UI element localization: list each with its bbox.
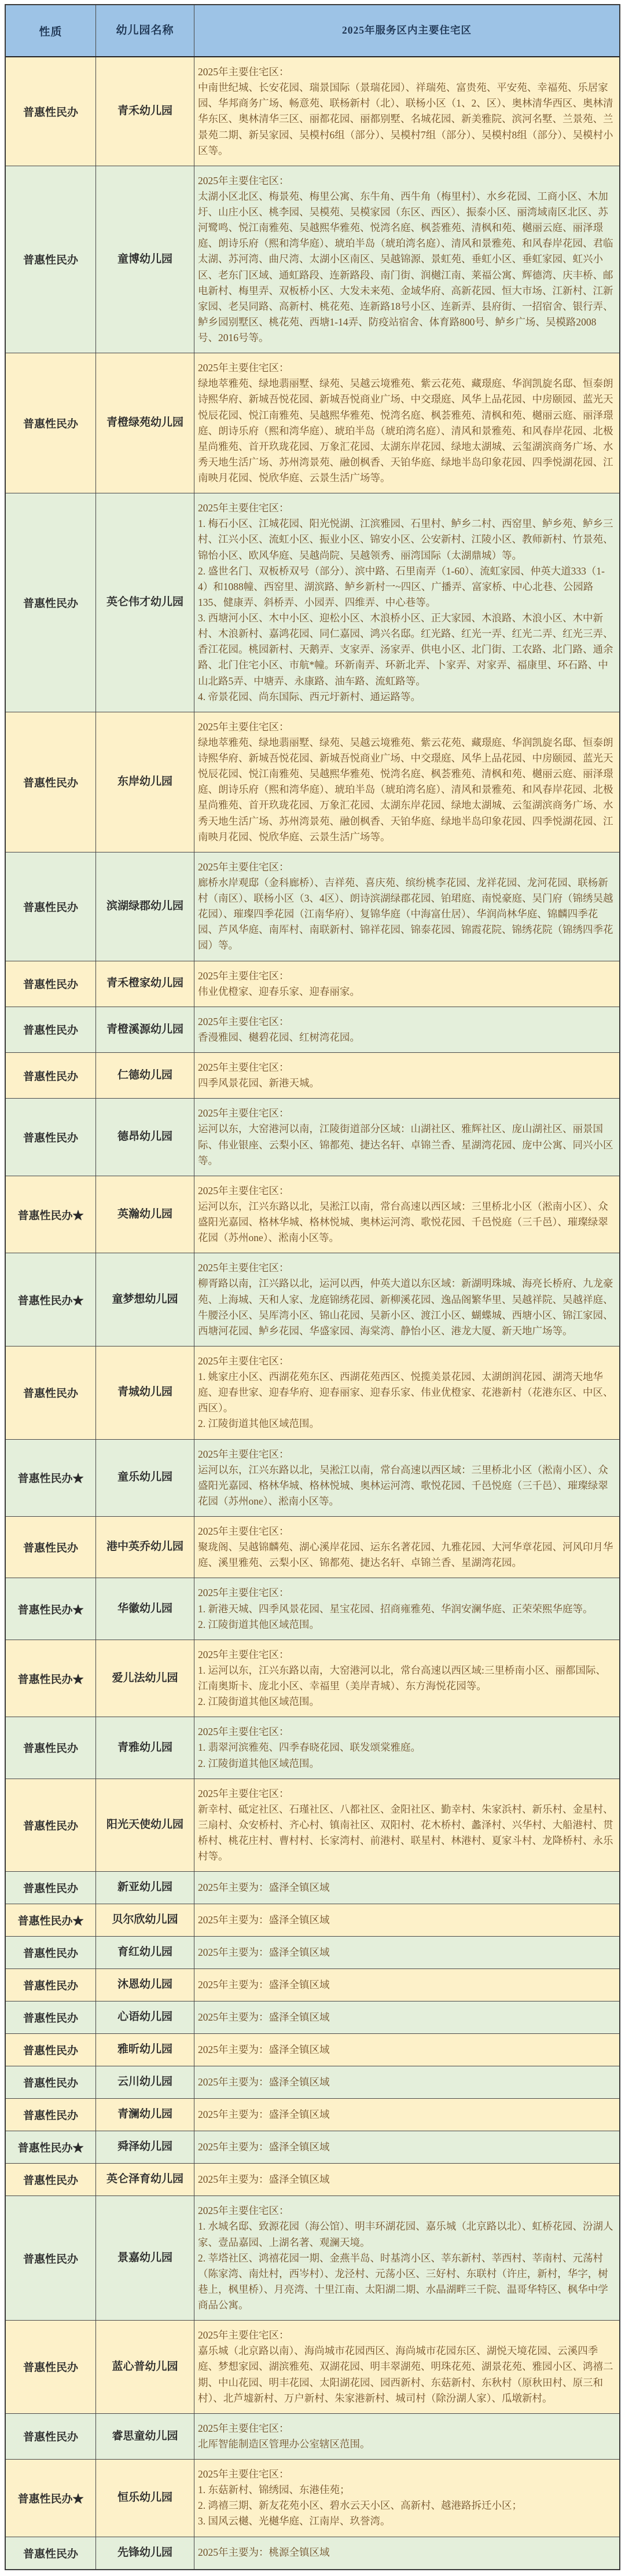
kindergarten-name: 青橙溪源幼儿园 [96,1007,194,1052]
table-row [6,1936,619,1968]
kindergarten-name: 仁德幼儿园 [96,1053,194,1098]
service-area-line: 北厍智能制造区管理办公室辖区范围。 [198,2438,370,2450]
kindergarten-name: 青城幼儿园 [96,1346,194,1439]
service-area-line: 2025年主要住宅区： [198,66,289,78]
service-area-line: 2025年主要为：盛泽全镇区域 [198,2109,330,2121]
kindergarten-name: 沐恩幼儿园 [96,1969,194,2001]
table-row [6,1007,619,1052]
kindergarten-name: 阳光天使幼儿园 [96,1779,194,1872]
service-area-text [194,2164,619,2196]
service-area-line: 绿地萃雅苑、绿地翡丽墅、绿苑、吴越云境雅苑、紫云花苑、藏璟庭、华润凯旋名邸、恒泰朗诗熙华府、新城吾悦花园、新城吾悦商业广场、中交璟庭、风华上品花园、中房颐园、蓝光天悦辰花园、悦江南雅苑、吴越熙华雅苑、悦湾名庭、枫荟雅苑、清枫和苑、樾丽云庭、丽泽璟庭、朗诗乐府（熙和湾华庭）、琥珀半岛（琥珀湾名庭）、清风和景雅苑、和风春岸花园、北极星尚雅苑、首开玖珑花园、万象汇花园、太湖东岸花园、绿地太湖城、云玺湖滨商务广场、水秀天地生活广场、苏州湾景苑、融创枫香、天铂华庭、绿地半岛印象花园、四季悦湖花园、江南映月花园、悦欣华庭、云景生活广场等。 [198,736,613,843]
service-area-line: 2025年主要住宅区： [198,861,289,873]
kindergarten-type: 普惠性民办 [6,1872,96,1904]
service-area-text [194,1937,619,1968]
kindergarten-type: 普惠性民办 [6,1346,96,1439]
kindergarten-type: 普惠性民办 [6,961,96,1007]
kindergarten-type: 普惠性民办 [6,2537,96,2569]
service-area-text [194,1346,619,1439]
service-area-line: 2025年主要住宅区： [198,1184,289,1196]
service-area-line: 运河以东，大窑港河以南，江陵街道部分区域：山湖社区、雅辉社区、庞山湖社区、丽景国际、伟业银座、云梨小区、锦都苑、捷达名轩、卓锦兰香、星湖湾花园、庞中公寓、同兴小区等。 [198,1123,613,1166]
service-area-text [194,1440,619,1517]
service-area-line: 2025年主要住宅区： [198,174,289,186]
table-row [6,961,619,1007]
table-row [6,1253,619,1346]
service-area-line: 2. 莘塔社区、鸿禧花园一期、金燕半岛、时基湾小区、莘东新村、莘西村、莘南村、元荡村（陈家湾、南灶村，西岑村）、龙泾村、元荡小区、三好村、东联村（许庄，新村，华字，树巷上，枫里桥）、月亮湾、十里江南、太阳湖二期、水晶湖畔三千院、温哥华特区、枫华中学商品公寓。 [198,2252,608,2311]
table-row [6,1871,619,1904]
table-row [6,2131,619,2163]
kindergarten-name: 童乐幼儿园 [96,1440,194,1517]
kindergarten-name: 睿思童幼儿园 [96,2414,194,2459]
kindergarten-name: 英仑泽育幼儿园 [96,2164,194,2196]
service-area-line: 2025年主要为：盛泽全镇区域 [198,1979,330,1991]
kindergarten-type: 普惠性民办 [6,2164,96,2196]
service-area-line: 伟业优橙家、迎春乐家、迎春丽家。 [198,985,360,997]
kindergarten-name: 爱儿法幼儿园 [96,1640,194,1717]
kindergarten-service-area-table [5,4,620,2570]
kindergarten-name: 恒乐幼儿园 [96,2460,194,2537]
service-area-line: 2025年主要住宅区： [198,1015,289,1027]
table-row [6,1904,619,1936]
service-area-line: 1. 东菇新村、锦绣园、东港佳苑； [198,2484,350,2496]
service-area-text [194,712,619,852]
kindergarten-type: 普惠性民办 [6,1937,96,1968]
kindergarten-type: 普惠性民办 [6,1517,96,1578]
kindergarten-type: 普惠性民办 [6,1053,96,1098]
kindergarten-name: 英仑伟才幼儿园 [96,493,194,712]
table-row [6,2459,619,2537]
kindergarten-name: 先锋幼儿园 [96,2537,194,2569]
service-area-text [194,493,619,712]
table-row [6,852,619,961]
table-row [6,1346,619,1439]
service-area-line: 3. 国风云樾、光樾华庭、江南岸、玖誉湾。 [198,2515,391,2527]
service-area-line: 太湖小区北区、梅景苑、梅里公寓、东牛角、西牛角（梅里村）、水乡花园、工商小区、木加圩、山庄小区、桃李园、吴模苑、吴模家园（东区、西区）、振泰小区、丽湾域南区北区、苏河鹭鸣、悦江南雅苑、吴越熙华雅苑、悦湾名庭、枫荟雅苑、清枫和苑、樾丽云庭、丽泽璟庭、朗诗乐府（熙和湾华庭）、琥珀半岛（琥珀湾名庭）、清风和景雅苑、和风春岸花园、君临太湖、苏河湾、曲尺湾、太湖小区南区、吴越锦源、景虹苑、垂虹小区、垂虹家园、虹兴小区、老东门区域、通虹路段、连新路段、南门街、润樾江南、莱福公寓、辉德湾、庆丰桥、邮电新村、梅里弄、双板桥小区、大发未来苑、金域华府、高新花园、恒大市场、江新村、江新家园、老吴同路、高新村、桃花苑、连新路18号小区、连新弄、县府街、一招宿舍、银行弄、鲈乡园别墅区、桃花苑、西塘1-14弄、防疫站宿舍、体育路800号、鲈乡广场、吴模路2008号、2016号等。 [198,190,613,343]
service-area-line: 2. 江陵街道其他区域范围。 [198,1757,319,1769]
service-area-text [194,2321,619,2413]
service-area-line: 1. 运河以东，江兴东路以南，大窑港河以北，常台高速以西区域:三里桥南小区、丽都国际、江南奥斯卡、庞北小区、幸福里（美岸青城）、东方海悦花园等。 [198,1664,606,1692]
service-area-line: 嘉乐城（北京路以南）、海尚城市花园西区、海尚城市花园东区、湖悦天境花园、云溪四季庭、梦想家园、湖滨雅苑、双湖花园、明丰翠湖苑、明珠花苑、湖景花苑、雅园小区、鸿禧二期、中山花园、明丰花园、太阳湖花园、园西新村、东菇新村、东秋村（原秋田村、原三和村）、北芦墟新村、万户新村、朱家港新村、城司村（除汾湖人家）、瓜墩新村。 [198,2345,613,2404]
kindergarten-name: 舜泽幼儿园 [96,2131,194,2163]
service-area-text [194,2414,619,2459]
kindergarten-type: 普惠性民办 [6,2001,96,2033]
service-area-line: 运河以东，江兴东路以北，吴淞江以南，常台高速以西区域：三里桥北小区（淞南小区）、众盛阳光嘉园、格林华城、格林悦城、奥林运河湾、歌悦花园、千邑悦庭（三千邑）、璀璨绿翠花园（苏州one）、淞南小区等。 [198,1463,608,1507]
service-area-line: 2025年主要为：盛泽全镇区域 [198,2076,330,2088]
kindergarten-type: 普惠性民办★ [6,2131,96,2163]
kindergarten-name: 云川幼儿园 [96,2066,194,2098]
kindergarten-name: 港中英乔幼儿园 [96,1517,194,1578]
table-row [6,1640,619,1717]
kindergarten-name: 新亚幼儿园 [96,1872,194,1904]
service-area-line: 2. 江陵街道其他区域范围。 [198,1418,319,1430]
service-area-line: 2025年主要住宅区： [198,1726,289,1738]
service-area-line: 绿地萃雅苑、绿地翡丽墅、绿苑、吴越云境雅苑、紫云花苑、藏璟庭、华润凯旋名邸、恒泰朗诗熙华府、新城吾悦花园、新城吾悦商业广场、中交璟庭、风华上品花园、中房颐园、蓝光天悦辰花园、悦江南雅苑、吴越熙华雅苑、悦湾名庭、枫荟雅苑、清枫和苑、樾丽云庭、丽泽璟庭、朗诗乐府（熙和湾华庭）、琥珀半岛（琥珀湾名庭）、清风和景雅苑、和风春岸花园、北极星尚雅苑、首开玖珑花园、万象汇花园、太湖东岸花园、绿地太湖城、云玺湖滨商务广场、水秀天地生活广场、苏州湾景苑、融创枫香、天铂华庭、绿地半岛印象花园、四季悦湖花园、江南映月花园、悦欣华庭、云景生活广场等。 [198,378,613,484]
service-area-line: 2025年主要住宅区： [198,1448,289,1460]
service-area-text [194,353,619,493]
kindergarten-name: 童博幼儿园 [96,166,194,353]
service-area-line: 运河以东，江兴东路以北，吴淞江以南，常台高速以西区域：三里桥北小区（淞南小区）、众盛阳光嘉园、格林华城、格林悦城、奥林运河湾、歌悦花园、千邑悦庭（三千邑）、璀璨绿翠花园（苏州one）、淞南小区等。 [198,1200,608,1244]
kindergarten-type: 普惠性民办 [6,712,96,852]
service-area-text [194,2099,619,2131]
service-area-text [194,2034,619,2066]
kindergarten-name: 青澜幼儿园 [96,2099,194,2131]
table-row [6,1516,619,1578]
kindergarten-type: 普惠性民办★ [6,1904,96,1936]
service-area-line: 2025年主要住宅区： [198,1062,289,1073]
kindergarten-name: 德昂幼儿园 [96,1099,194,1176]
kindergarten-name: 滨湖绿郡幼儿园 [96,852,194,961]
kindergarten-type: 普惠性民办★ [6,2460,96,2537]
table-row [6,2066,619,2098]
service-area-line: 2025年主要住宅区： [198,1787,289,1799]
kindergarten-name: 英瀚幼儿园 [96,1176,194,1253]
service-area-line: 2025年主要住宅区： [198,2422,289,2434]
service-area-text [194,1253,619,1346]
service-area-text [194,2460,619,2537]
service-area-line: 2025年主要住宅区： [198,2468,289,2480]
service-area-line: 2025年主要为：盛泽全镇区域 [198,2011,330,2024]
service-area-text [194,2066,619,2098]
table-header-row [6,5,619,57]
service-area-text [194,1969,619,2001]
service-area-text [194,2196,619,2320]
kindergarten-type: 普惠性民办 [6,2034,96,2066]
service-area-text [194,2001,619,2033]
service-area-line: 2025年主要住宅区： [198,1107,289,1119]
table-row [6,1968,619,2001]
service-area-text [194,1176,619,1253]
kindergarten-type: 普惠性民办 [6,57,96,166]
service-area-line: 2. 鸿禧三期、新友花苑小区、碧水云天小区、高新村、越港路拆迁小区； [198,2500,522,2512]
service-area-line: 2025年主要住宅区： [198,1355,289,1367]
kindergarten-name: 东岸幼儿园 [96,712,194,852]
table-row [6,493,619,712]
service-area-line: 2025年主要为：盛泽全镇区域 [198,2174,330,2186]
service-area-line: 2. 江陵街道其他区域范围。 [198,1696,319,1708]
table-row [6,2413,619,2459]
service-area-text [194,1779,619,1872]
kindergarten-type: 普惠性民办 [6,852,96,961]
service-area-line: 中南世纪城、长安花园、瑞景国际（景瑞花园）、祥瑞苑、富贵苑、平安苑、幸福苑、乐居家园、华邦商务广场、畅意苑、联杨新村（北）、联杨小区（1、2、区）、奥林清华西区、奥林清华东区、奥林清华三区、丽都花园、丽都别墅、名城花园、新美雅院、滨河名墅、兰景苑、兰景苑二期、新吴家园、吴模村6组（部分）、吴模村7组（部分）、吴模村8组（部分）、吴模村小区等。 [198,82,613,156]
service-area-line: 2025年主要为：盛泽全镇区域 [198,2044,330,2056]
service-area-line: 新幸村、砥定社区、石瑾社区、八都社区、金阳社区、勤幸村、朱家浜村、新乐村、金星村、三扇村、众安桥村、齐心村、镇南社区、双阳村、花木桥村、蠡泽村、兴华村、大船港村、贯桥村、桃花庄村、曹村村、长家湾村、前港村、联星村、林港村、夏家斗村、龙降桥村、永乐村等。 [198,1803,613,1863]
service-area-text [194,57,619,166]
service-area-line: 2025年主要住宅区： [198,969,289,982]
service-area-text [194,1717,619,1778]
kindergarten-type: 普惠性民办 [6,353,96,493]
kindergarten-name: 心语幼儿园 [96,2001,194,2033]
kindergarten-name: 童梦想幼儿园 [96,1253,194,1346]
kindergarten-type: 普惠性民办★ [6,1640,96,1717]
kindergarten-type: 普惠性民办 [6,1717,96,1778]
kindergarten-type: 普惠性民办 [6,1779,96,1872]
kindergarten-type: 普惠性民办★ [6,1253,96,1346]
service-area-line: 3. 西塘河小区、木中小区、迎松小区、木浪桥小区、正大家园、木浪路、木浪小区、木中新村、木浪新村、嘉鸿花园、同仁嘉园、鸿兴名邸。红光路、红光一弄、红光二弄、红光三弄、香江花园。桃园新村、天鹅弄、支家弄、汤家弄、供电小区、北门街、工农路、北门路、通余路、北门住宅小区、市航*幢。环新南弄、环新北弄、卜家弄、对家弄、福康里、环石路、中山北路5弄、中塘弄、永康路、油车路、流虹路等。 [198,612,613,687]
table-row [6,166,619,353]
service-area-line: 2025年主要住宅区： [198,1648,289,1660]
table-row [6,1176,619,1253]
service-area-text [194,1517,619,1578]
kindergarten-name: 青雅幼儿园 [96,1717,194,1778]
table-row [6,2163,619,2196]
header-kindergarten-name: 幼儿园名称 [96,5,194,56]
service-area-line: 2025年主要为：桃源全镇区域 [198,2546,330,2559]
kindergarten-name: 育红幼儿园 [96,1937,194,1968]
table-row [6,57,619,166]
kindergarten-name: 青禾橙家幼儿园 [96,961,194,1007]
kindergarten-name: 景嘉幼儿园 [96,2196,194,2320]
service-area-line: 2. 盛世名门、双板桥双号（部分）、滨中路、石里南弄（1-60）、流虹家园、仲英大道333（1-4）和1088幢、西窑里、湖滨路、鲈乡新村一~四区、广播弄、富家桥、中心北巷、公园路135、健康弄、斜桥弄、小园弄、四维弄、中心巷等。 [198,565,605,608]
kindergarten-name: 雅昕幼儿园 [96,2034,194,2066]
kindergarten-name: 华徽幼儿园 [96,1578,194,1639]
service-area-line: 1. 姚家庄小区、西湖花苑东区、西湖花苑西区、悦揽美景花园、太湖朗润花园、湖湾天地华庭、迎春世家、迎春华府、迎春丽家、迎春乐家、伟业优橙家、花港新村（花港东区、中区、西区）。 [198,1371,613,1414]
table-row [6,1098,619,1176]
service-area-line: 四季风景花园、新港天城。 [198,1077,319,1089]
kindergarten-type: 普惠性民办 [6,2414,96,2459]
service-area-line: 2025年主要住宅区： [198,362,289,374]
table-row [6,2001,619,2033]
service-area-line: 1. 翡翠河滨雅苑、四季春晓花园、联发颂棠雅庭。 [198,1741,421,1754]
service-area-text [194,1578,619,1639]
table-row [6,2098,619,2131]
kindergarten-type: 普惠性民办 [6,1007,96,1052]
table-row [6,1052,619,1098]
table-row [6,2537,619,2569]
service-area-line: 2025年主要为：盛泽全镇区域 [198,2141,330,2153]
kindergarten-type: 普惠性民办 [6,1969,96,2001]
service-area-line: 2025年主要住宅区： [198,1587,289,1599]
table-row [6,2320,619,2413]
kindergarten-name: 青禾幼儿园 [96,57,194,166]
table-row [6,353,619,493]
kindergarten-type: 普惠性民办★ [6,1440,96,1517]
service-area-line: 2025年主要住宅区： [198,2205,289,2217]
service-area-text [194,1053,619,1098]
service-area-text [194,1640,619,1717]
service-area-text [194,2131,619,2163]
table-row [6,2196,619,2320]
service-area-line: 2025年主要住宅区： [198,1525,289,1537]
kindergarten-type: 普惠性民办 [6,166,96,353]
kindergarten-type: 普惠性民办★ [6,1578,96,1639]
service-area-line: 聚珑阁、吴越锦麟苑、湖心溪岸花园、运东名著花园、九雅花园、大河华章花园、河风印月华庭、溪里雅苑、云梨小区、锦都苑、捷达名轩、卓锦兰香、星湖湾花园。 [198,1541,613,1569]
table-body [6,57,619,2569]
service-area-line: 2025年主要住宅区： [198,502,289,514]
table-row [6,1779,619,1872]
kindergarten-name: 蓝心普幼儿园 [96,2321,194,2413]
service-area-text [194,166,619,353]
kindergarten-name: 贝尔欣幼儿园 [96,1904,194,1936]
kindergarten-type: 普惠性民办 [6,2321,96,2413]
service-area-line: 2025年主要为：盛泽全镇区域 [198,1914,330,1926]
service-area-line: 4. 帝景花园、尚东国际、西元圩新村、通运路等。 [198,690,421,702]
table-row [6,1717,619,1778]
service-area-line: 2025年主要住宅区： [198,720,289,733]
kindergarten-type: 普惠性民办★ [6,1176,96,1253]
service-area-text [194,2537,619,2569]
service-area-line: 1. 梅石小区、江城花园、阳光悦湖、江滨雅园、石里村、鲈乡二村、西窑里、鲈乡苑、鲈乡三村、江兴小区、流虹小区、振业小区、锦安小区、公安新村、江陵小区、教师新村、竹景苑、锦怡小区、欧风华庭、吴越尚院、吴越领秀、丽湾国际（太湖鼎城）等。 [198,518,613,561]
service-area-text [194,1872,619,1904]
header-type: 性质 [6,5,96,56]
service-area-text [194,1007,619,1052]
service-area-line: 香漫雅园、樾碧花园、红树湾花园。 [198,1031,360,1043]
header-service-area: 2025年服务区内主要住宅区 [194,5,619,56]
service-area-line: 2. 江陵街道其他区域范围。 [198,1618,319,1630]
kindergarten-type: 普惠性民办 [6,2196,96,2320]
kindergarten-name: 青橙绿苑幼儿园 [96,353,194,493]
service-area-text [194,852,619,961]
kindergarten-type: 普惠性民办 [6,2099,96,2131]
service-area-text [194,961,619,1007]
table-row [6,1578,619,1639]
kindergarten-type: 普惠性民办 [6,493,96,712]
service-area-text [194,1099,619,1176]
service-area-line: 1. 新港天城、四季风景花园、星宝花园、招商雍雅苑、华润安澜华庭、正荣荣熙华庭等。 [198,1602,593,1615]
service-area-line: 1. 水城名邸、致源花园（海公馆）、明丰环湖花园、嘉乐城（北京路以北）、虹桥花园、汾湖人家、壹品嘉园、上湖名著、观澜天境。 [198,2220,613,2248]
kindergarten-type: 普惠性民办 [6,1099,96,1176]
table-row [6,1439,619,1517]
service-area-line: 2025年主要住宅区： [198,2329,289,2341]
table-row [6,712,619,852]
service-area-line: 2025年主要住宅区： [198,1262,289,1274]
kindergarten-type: 普惠性民办 [6,2066,96,2098]
service-area-line: 2025年主要为：盛泽全镇区域 [198,1882,330,1894]
service-area-line: 2025年主要为：盛泽全镇区域 [198,1946,330,1959]
service-area-text [194,1904,619,1936]
table-row [6,2033,619,2066]
service-area-line: 廊桥水岸观邸（金科廊桥）、吉祥苑、喜庆苑、缤纷桃李花园、龙祥花园、龙河花园、联杨新村（南区）、联杨小区（3、4区）、朗诗滨湖绿郡花园、铂珺庭、南悦豪庭、吴门府（锦绣吴越花园）、璀璨四季花园（江南华府）、复锦华庭（中海富仕居）、华润尚林华庭、锦麟四季花园、芦风华庭、南厍村、南联新村、锦祥花园、锦泰花园、锦霞花院、锦绣花院（锦绣四季花园）等。 [198,876,613,952]
service-area-line: 柳胥路以南，江兴路以北，运河以西，仲英大道以东区域：新湖明珠城、海亮长桥府、九龙豪苑、上海城、天和人家、龙庭锦绣花园、新柳溪花园、逸品阁繁华里、吴越祥院、吴越祥庭、牛腰泾小区、吴厍湾小区、锦山花园、吴新小区、渡江小区、蝴蝶城、西塘小区、锦江家园、西塘河花园、鲈乡花园、华盛家园、海棠湾、静怡小区、港龙大厦、新天地广场等。 [198,1278,613,1337]
